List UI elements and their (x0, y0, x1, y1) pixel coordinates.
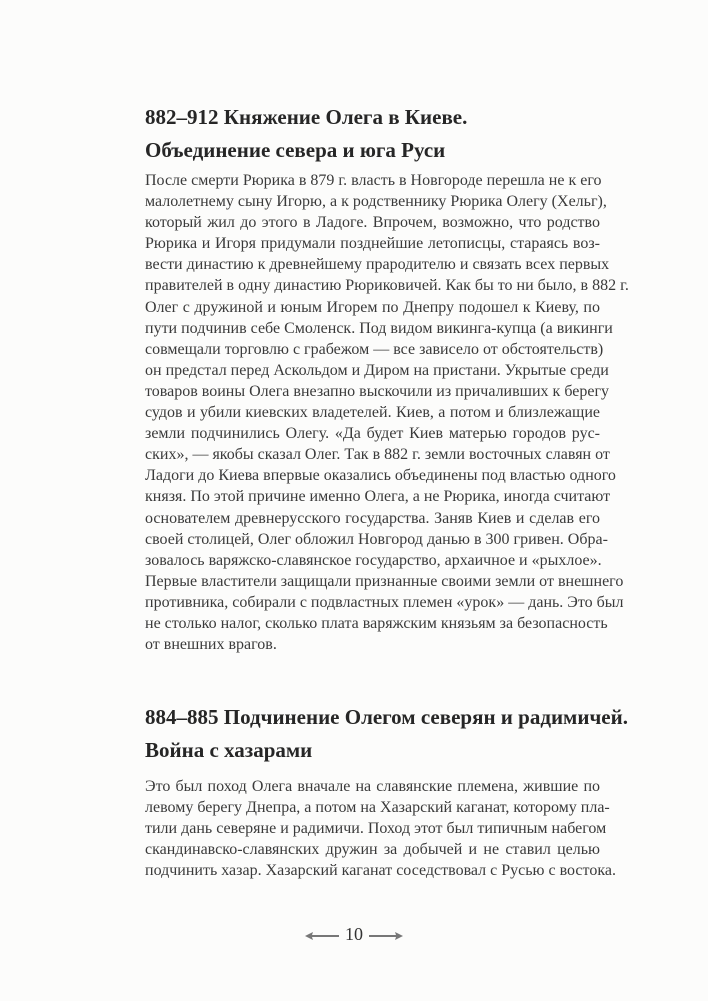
text-line: подчинить хазар. Хазарский каганат соседствовал с Русью с востока. (145, 862, 616, 880)
text-line: пути подчинив себе Смоленск. Под видом викинга-купца (а викинги (145, 319, 613, 337)
text-line: Ладоги до Киева впервые оказались объединены под властью одного (145, 467, 616, 485)
text-line: тили дань северяне и радимичи. Поход этот был типичным набегом (145, 820, 607, 838)
text-line: который жил до этого в Ладоге. Впрочем, возможно, что родство (145, 214, 600, 232)
page-footer (0, 922, 708, 946)
text-line: вести династию к древнейшему прародителю и связать всех первых (145, 256, 610, 274)
text-line: основателем древнерусского государства. Заняв Киев и сделав его (145, 509, 600, 527)
section-body (145, 170, 629, 655)
text-line: он предстал перед Аскольдом и Диром на пристани. Укрытые среди (145, 361, 609, 379)
heading-line: 884–885 Подчинение Олегом северян и радимичей. (145, 705, 628, 729)
page-number: 10 (345, 924, 363, 944)
text-line: товаров воины Олега внезапно выскочили из причаливших к берегу (145, 382, 610, 400)
text-line: Это был поход Олега вначале на славянские племена, жившие по (145, 778, 600, 795)
ornament-left-icon (305, 931, 339, 941)
heading-line: Война с хазарами (145, 738, 313, 762)
ornament-right-icon (369, 931, 403, 941)
text-line: Первые властители защищали признанные своими земли от внешнего (145, 572, 624, 590)
text-line: зовалось варяжско-славянское государство, архаичное и «рыхлое». (145, 551, 602, 569)
text-line: правителей в одну династию Рюриковичей. Как бы то ни было, в 882 г. (145, 277, 629, 295)
text-line: скандинавско-славянских дружин за добычей и не ставил целью (145, 841, 600, 859)
text-line: левому берегу Днепра, а потом на Хазарский каганат, которому пла- (145, 799, 610, 817)
heading-line: Объединение севера и юга Руси (145, 138, 446, 162)
text-line: князя. По этой причине именно Олега, а не Рюрика, иногда считают (145, 488, 611, 506)
text-line: не столько налог, сколько плата варяжским князьям за безопасность (145, 614, 608, 632)
text-line: Рюрика и Игоря придумали позднейшие летописцы, стараясь воз- (145, 235, 600, 253)
text-line: судов и убили киевских владетелей. Киев, а потом и близлежащие (145, 404, 600, 422)
section-body (145, 776, 616, 881)
text-line: земли подчинились Олегу. «Да будет Киев матерью городов рус- (145, 425, 600, 443)
text-line: от внешних врагов. (145, 636, 277, 654)
text-line: После смерти Рюрика в 879 г. власть в Новгороде перешла не к его (145, 172, 602, 189)
text-line: малолетнему сыну Игорю, а к родственнику Рюрика Олегу (Хельг), (145, 193, 607, 211)
text-line: Олег с дружиной и юным Игорем по Днепру подошел к Киеву, по (145, 298, 600, 316)
text-line: совмещали торговлю с грабежом — все зависело от обстоятельств) (145, 340, 604, 358)
text-line: противника, собирали с подвластных племен «урок» — дань. Это был (145, 593, 624, 611)
text-line: ских», — якобы сказал Олег. Так в 882 г. земли восточных славян от (145, 446, 610, 464)
text-line: своей столицей, Олег обложил Новгород данью в 300 гривен. Обра- (145, 530, 608, 548)
section-heading (145, 101, 665, 167)
section-heading (145, 701, 665, 767)
heading-line: 882–912 Княжение Олега в Киеве. (145, 105, 468, 129)
